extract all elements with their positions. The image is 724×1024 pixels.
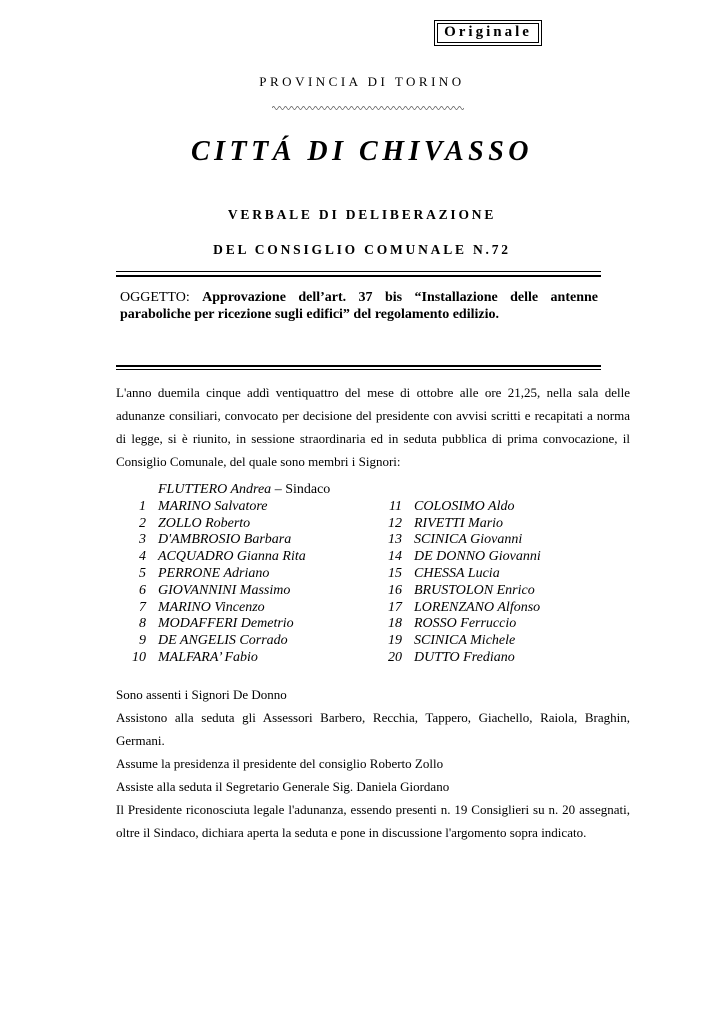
member-number: 5 (139, 565, 146, 581)
mayor-name: FLUTTERO Andrea (158, 482, 272, 497)
member-row (116, 532, 630, 549)
divider-top-thin (116, 271, 601, 272)
council-heading: DEL CONSIGLIO COMUNALE N.72 (213, 242, 511, 257)
member-number: 4 (139, 549, 146, 565)
member-number: 3 (139, 532, 146, 548)
province-heading: PROVINCIA DI TORINO (259, 74, 465, 89)
member-number: 8 (139, 616, 146, 632)
member-number: 20 (388, 649, 402, 665)
mayor-role: – Sindaco (271, 482, 331, 497)
member-number: 2 (139, 515, 146, 531)
member-number: 19 (388, 633, 402, 649)
member-name: MODAFFERI Demetrio (158, 616, 294, 632)
decorative-wave-divider (272, 104, 464, 112)
member-name: MARINO Vincenzo (158, 599, 265, 615)
closing-section (116, 683, 630, 844)
mayor-row (116, 482, 630, 499)
member-row (116, 499, 630, 516)
member-row (116, 549, 630, 566)
member-number: 9 (139, 633, 146, 649)
member-number: 11 (389, 498, 402, 514)
member-name: ACQUADRO Gianna Rita (158, 549, 306, 565)
divider-bottom-thin (116, 369, 601, 370)
assessors-line: Assistono alla seduta gli Assessori Barbero, Recchia, Tappero, Giachello, Raiola, Braghin, Germani. (116, 710, 630, 748)
member-name: CHESSA Lucia (414, 565, 500, 581)
council-members-list (116, 482, 630, 667)
member-row (116, 583, 630, 600)
subject-block (120, 289, 598, 323)
member-row (116, 566, 630, 583)
document-type-heading: VERBALE DI DELIBERAZIONE (227, 207, 497, 222)
original-stamp (434, 20, 542, 46)
divider-top-thick (116, 275, 601, 277)
absent-line: Sono assenti i Signori De Donno (116, 687, 287, 702)
divider-bottom-thick (116, 365, 601, 367)
member-name: PERRONE Adriano (158, 565, 270, 581)
member-row (116, 616, 630, 633)
member-name: ZOLLO Roberto (158, 515, 251, 531)
member-number: 16 (388, 582, 402, 598)
member-number: 1 (139, 498, 146, 514)
member-name: LORENZANO Alfonso (414, 599, 541, 615)
member-name: DE DONNO Giovanni (414, 549, 541, 565)
member-number: 14 (388, 549, 402, 565)
member-name: MARINO Salvatore (158, 498, 268, 514)
member-number: 18 (388, 616, 402, 632)
subject-label: OGGETTO: (120, 290, 190, 305)
member-name: COLOSIMO Aldo (414, 498, 515, 514)
member-number: 6 (139, 582, 146, 598)
member-name: BRUSTOLON Enrico (414, 582, 535, 598)
original-stamp-label: Originale (437, 23, 539, 43)
member-number: 12 (388, 515, 402, 531)
secretary-line: Assiste alla seduta il Segretario Generale Sig. Daniela Giordano (116, 779, 450, 794)
member-number: 17 (388, 599, 402, 615)
member-name: DE ANGELIS Corrado (158, 633, 288, 649)
member-name: ROSSO Ferruccio (414, 616, 517, 632)
member-name: SCINICA Giovanni (414, 532, 523, 548)
member-number: 7 (139, 599, 146, 615)
presidency-line: Assume la presidenza il presidente del consiglio Roberto Zollo (116, 756, 444, 771)
member-number: 13 (388, 532, 402, 548)
member-number: 10 (132, 649, 146, 665)
member-row (116, 633, 630, 650)
member-name: MALFARA’ Fabio (158, 649, 258, 665)
member-name: DUTTO Frediano (414, 649, 515, 665)
member-number: 15 (388, 565, 402, 581)
member-name: GIOVANNINI Massimo (158, 582, 291, 598)
intro-paragraph: L'anno duemila cinque addì ventiquattro del mese di ottobre alle ore 21,25, nella sala delle adunanze consiliari, convocato per decisione del presidente con avvisi scritti e recapitati a norma di legge, si è riunito, in sessione straordinaria ed in seduta pubblica di prima convocazione, il Consiglio Comunale, del quale sono membri i Signori: (116, 385, 630, 469)
declaration-paragraph: Il Presidente riconosciuta legale l'adunanza, essendo presenti n. 19 Consiglieri su n. 20 assegnati, oltre il Sindaco, dichiara aperta la seduta e pone in discussione l'argomento sopra indicato. (116, 802, 630, 840)
member-name: RIVETTI Mario (414, 515, 504, 531)
member-row (116, 600, 630, 617)
member-name: D'AMBROSIO Barbara (158, 532, 292, 548)
member-row (116, 516, 630, 533)
member-row (116, 650, 630, 667)
member-name: SCINICA Michele (414, 633, 516, 649)
subject-text: Approvazione dell’art. 37 bis “Installazione delle antenne paraboliche per ricezione sugli edifici” del regolamento edilizio. (120, 290, 599, 322)
city-title: CITTÁ DI CHIVASSO (190, 136, 534, 167)
